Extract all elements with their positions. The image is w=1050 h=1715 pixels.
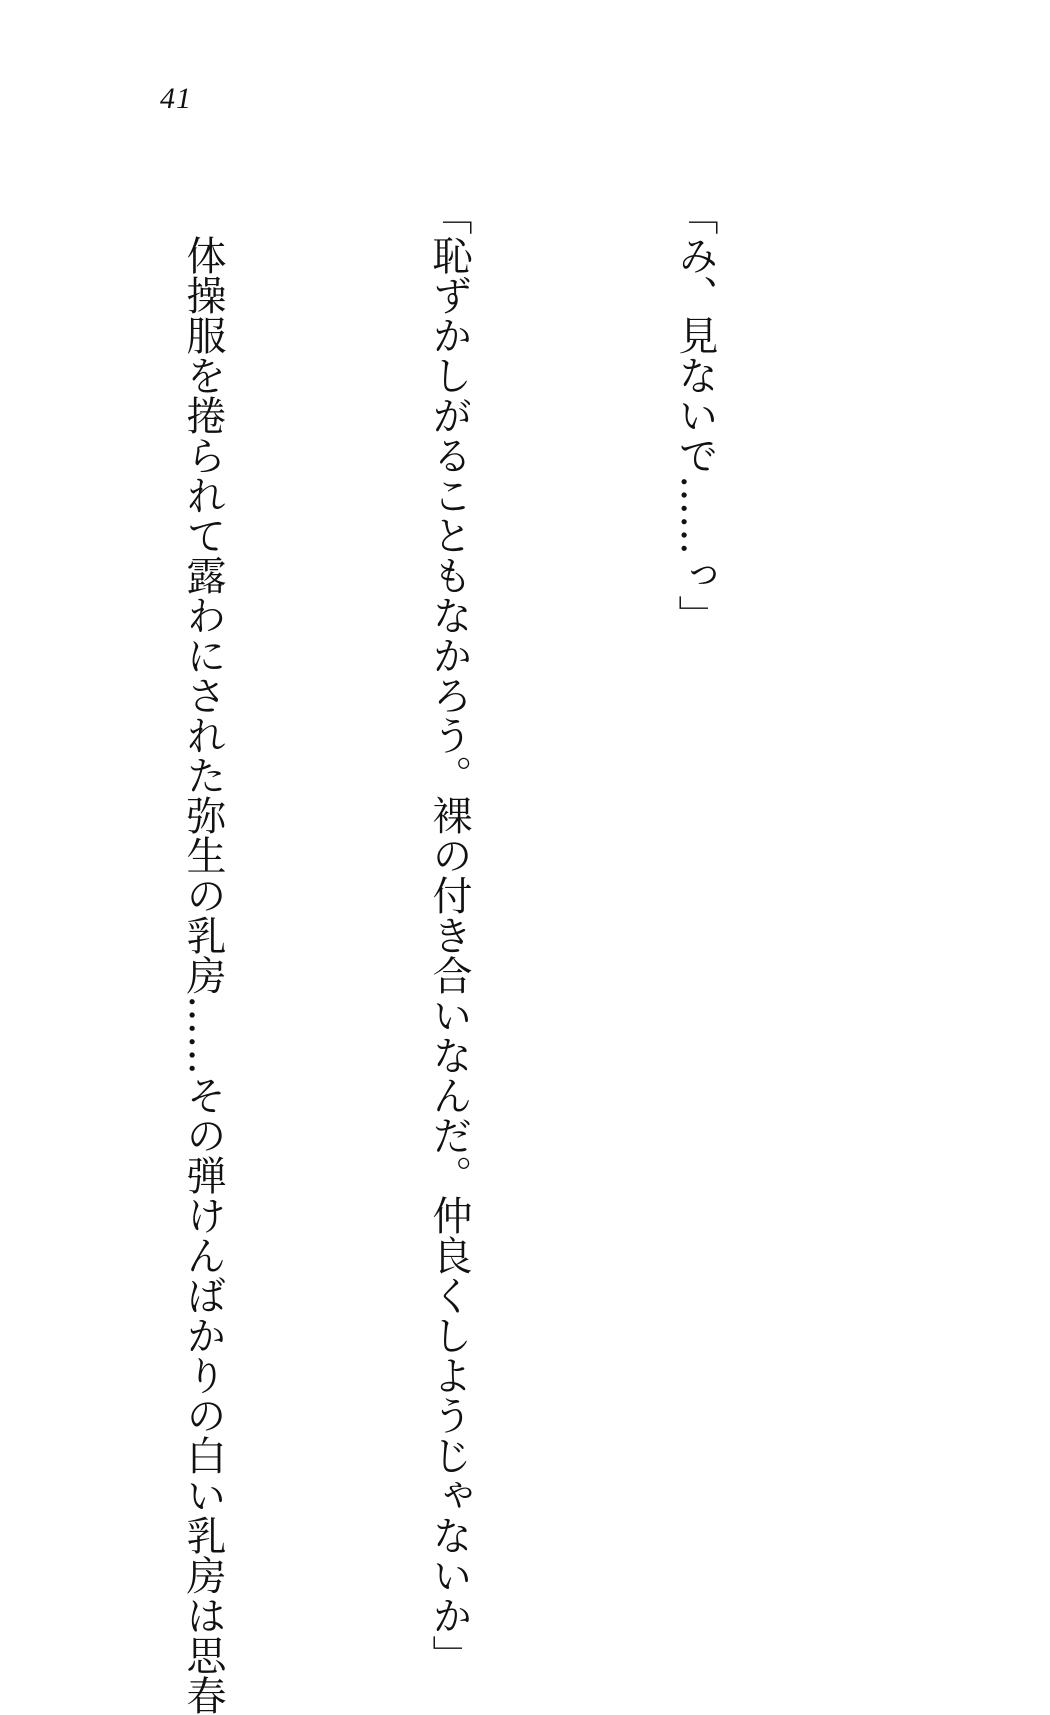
text-line: 「み、見ないで……っ」 <box>672 195 718 635</box>
text-line: 「恥ずかしがることもなかろう。裸の付き合いなんだ。仲良くしようじゃないか」 <box>426 195 472 1675</box>
page-number: 41 <box>160 82 192 115</box>
vertical-text-body <box>0 195 900 1715</box>
text-line: 体操服を捲られて露わにされた弥生の乳房……その弾けんばかりの白い乳房は思春 <box>180 195 226 1715</box>
